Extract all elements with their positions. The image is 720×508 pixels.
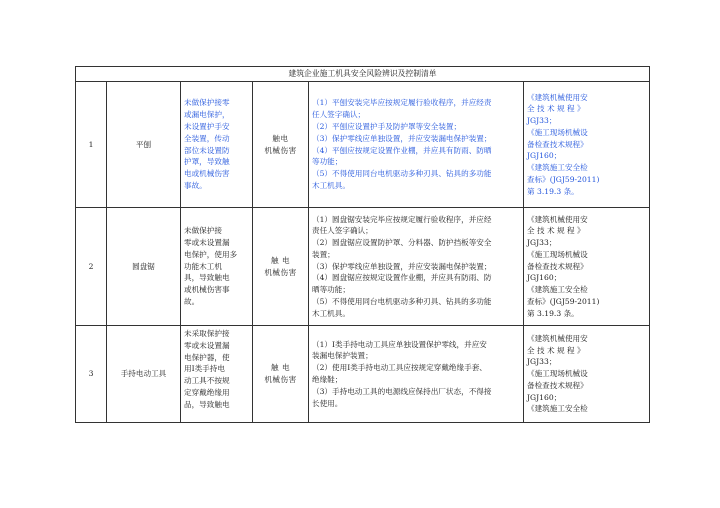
standard-line: JGJ160； xyxy=(527,392,562,402)
measure-line: （2）使用Ⅰ类手持电动工具应按规定穿戴绝缘手套、 xyxy=(312,363,487,373)
measure-line: （3）保护零线应单独设置，并应安装漏电保护装置； xyxy=(312,133,492,143)
measure-line: （4）圆盘锯应按规定设置作业棚，并应具有防雨、防 xyxy=(312,273,492,283)
hazard-description xyxy=(181,208,253,326)
hazard-line: 全装置，传动 xyxy=(184,133,230,143)
hazard-line: 品，导致触电 xyxy=(184,399,230,409)
hazard-line: 事故。 xyxy=(184,180,207,190)
standard-line: 备检查技术规程》 xyxy=(527,139,588,149)
category-line: 机械伤害 xyxy=(264,375,297,384)
table-row xyxy=(76,82,650,208)
hazard-line: 电保护，使用多 xyxy=(184,249,238,259)
standard-line: 《建筑施工安全检 xyxy=(527,285,588,295)
measure-line: （5）不得使用同台电机驱动多种刃具、钻具的多功能 xyxy=(312,169,492,179)
measure-line: 装置； xyxy=(312,249,335,259)
hazard-line: 零或未设置漏 xyxy=(184,238,230,248)
row-number: 3 xyxy=(76,326,107,423)
hazard-line: 未做保护接零 xyxy=(184,98,230,108)
standard-line: 查标》(JGJ59-2011) xyxy=(527,296,600,306)
table-row xyxy=(76,208,650,326)
equipment-name: 圆盘锯 xyxy=(107,208,181,326)
measure-line: （1）平刨安装完毕应按规定履行验收程序，并应经责 xyxy=(312,98,492,108)
category-line: 机械伤害 xyxy=(264,145,297,155)
standard-line: 备检查技术规程》 xyxy=(527,261,588,271)
hazard-line: 未做保护接 xyxy=(184,226,222,236)
standard-line: 第 3.19.3 条。 xyxy=(527,186,579,196)
measure-line: 木工机具。 xyxy=(312,308,350,318)
category-line: 机械伤害 xyxy=(264,267,297,277)
hazard-line: 动工具不按规 xyxy=(184,376,230,386)
risk-category xyxy=(253,82,309,208)
control-measures xyxy=(309,82,524,208)
measure-line: （2）圆盘锯应设置防护罩、分料器、防护挡板等安全 xyxy=(312,238,492,248)
standard-line: JGJ160； xyxy=(527,273,562,283)
standard-line: 《建筑施工安全检 xyxy=(527,404,588,414)
measure-line: 长使用。 xyxy=(312,398,343,408)
measure-line: （3）手持电动工具的电源线应保持出厂状态，不得接 xyxy=(312,386,492,396)
hazard-line: 具，导致触电 xyxy=(184,273,230,283)
measure-line: 装漏电保护装置； xyxy=(312,351,373,361)
standard-line: 《建筑机械使用安 xyxy=(527,214,588,224)
category-line: 触电 xyxy=(272,133,289,143)
hazard-line: 未设置护手安 xyxy=(184,121,230,131)
equipment-name: 平刨 xyxy=(107,82,181,208)
standard-line: 《施工现场机械设 xyxy=(527,249,588,259)
category-line: 触 电 xyxy=(270,255,291,265)
standard-line: 《建筑机械使用安 xyxy=(527,333,588,343)
hazard-description xyxy=(181,82,253,208)
risk-category xyxy=(253,208,309,326)
hazard-line: 部位未设置防 xyxy=(184,145,230,155)
equipment-name: 手持电动工具 xyxy=(107,326,181,423)
standard-line: 查标》(JGJ59-2011) xyxy=(527,174,600,184)
standard-line: 《建筑施工安全检 xyxy=(527,163,588,173)
standard-line: JGJ33； xyxy=(527,116,557,126)
table-title: 建筑企业施工机具安全风险辨识及控制清单 xyxy=(76,67,650,82)
hazard-line: 功能木工机 xyxy=(184,261,222,271)
table-row xyxy=(76,326,650,423)
hazard-line: 电或机械伤害 xyxy=(184,169,230,179)
risk-control-table xyxy=(75,66,650,423)
standard-line: 全 技 术 规 程 》 xyxy=(527,226,585,236)
measure-line: （2）平刨应设置护手及防护罩等安全装置； xyxy=(312,121,462,131)
hazard-line: 故。 xyxy=(184,296,200,306)
row-number: 1 xyxy=(76,82,107,208)
measure-line: （5）不得使用同台电机驱动多种刃具、钻具的多功能 xyxy=(312,296,492,306)
standard-line: JGJ33； xyxy=(527,238,557,248)
control-measures xyxy=(309,326,524,423)
measure-line: （1）Ⅰ类手持电动工具应单独设置保护零线，并应安 xyxy=(312,339,487,349)
row-number: 2 xyxy=(76,208,107,326)
measure-line: 绝缘鞋； xyxy=(312,375,343,384)
hazard-line: 或漏电保护， xyxy=(184,110,230,120)
control-measures xyxy=(309,208,524,326)
category-line: 触 电 xyxy=(270,363,291,373)
reference-standards xyxy=(524,208,650,326)
risk-category xyxy=(253,326,309,423)
hazard-line: 或机械伤害事 xyxy=(184,285,230,295)
measure-line: （4）平刨应按规定设置作业棚，并应具有防雨、防晒 xyxy=(312,145,492,155)
measure-line: 任人签字确认； xyxy=(312,110,366,120)
standard-line: 《施工现场机械设 xyxy=(527,127,588,137)
reference-standards xyxy=(524,326,650,423)
hazard-line: 电保护器，使 xyxy=(184,352,230,362)
standard-line: JGJ160； xyxy=(527,151,562,161)
measure-line: （3）保护零线应单独设置，并应安装漏电保护装置； xyxy=(312,261,492,271)
hazard-line: 未采取保护接 xyxy=(184,329,230,338)
hazard-description xyxy=(181,326,253,423)
hazard-line: 定穿戴绝缘用 xyxy=(184,387,230,397)
reference-standards xyxy=(524,82,650,208)
measure-line: 木工机具。 xyxy=(312,180,350,190)
standard-line: JGJ33； xyxy=(527,357,557,367)
measure-line: （1）圆盘锯安装完毕应按规定履行验收程序，并应经 xyxy=(312,214,492,224)
hazard-line: 用Ⅰ类手持电 xyxy=(184,364,225,374)
measure-line: 责任人签字确认； xyxy=(312,226,373,236)
standard-line: 全 技 术 规 程 》 xyxy=(527,104,585,114)
hazard-line: 护罩，导致触 xyxy=(184,157,230,167)
standard-line: 第 3.19.3 条。 xyxy=(527,308,579,318)
standard-line: 全 技 术 规 程 》 xyxy=(527,345,585,355)
standard-line: 《施工现场机械设 xyxy=(527,369,588,379)
standard-line: 《建筑机械使用安 xyxy=(527,92,588,102)
hazard-line: 零或未设置漏 xyxy=(184,340,230,350)
measure-line: 等功能； xyxy=(312,157,343,167)
measure-line: 晒等功能； xyxy=(312,285,350,295)
standard-line: 备检查技术规程》 xyxy=(527,380,588,390)
